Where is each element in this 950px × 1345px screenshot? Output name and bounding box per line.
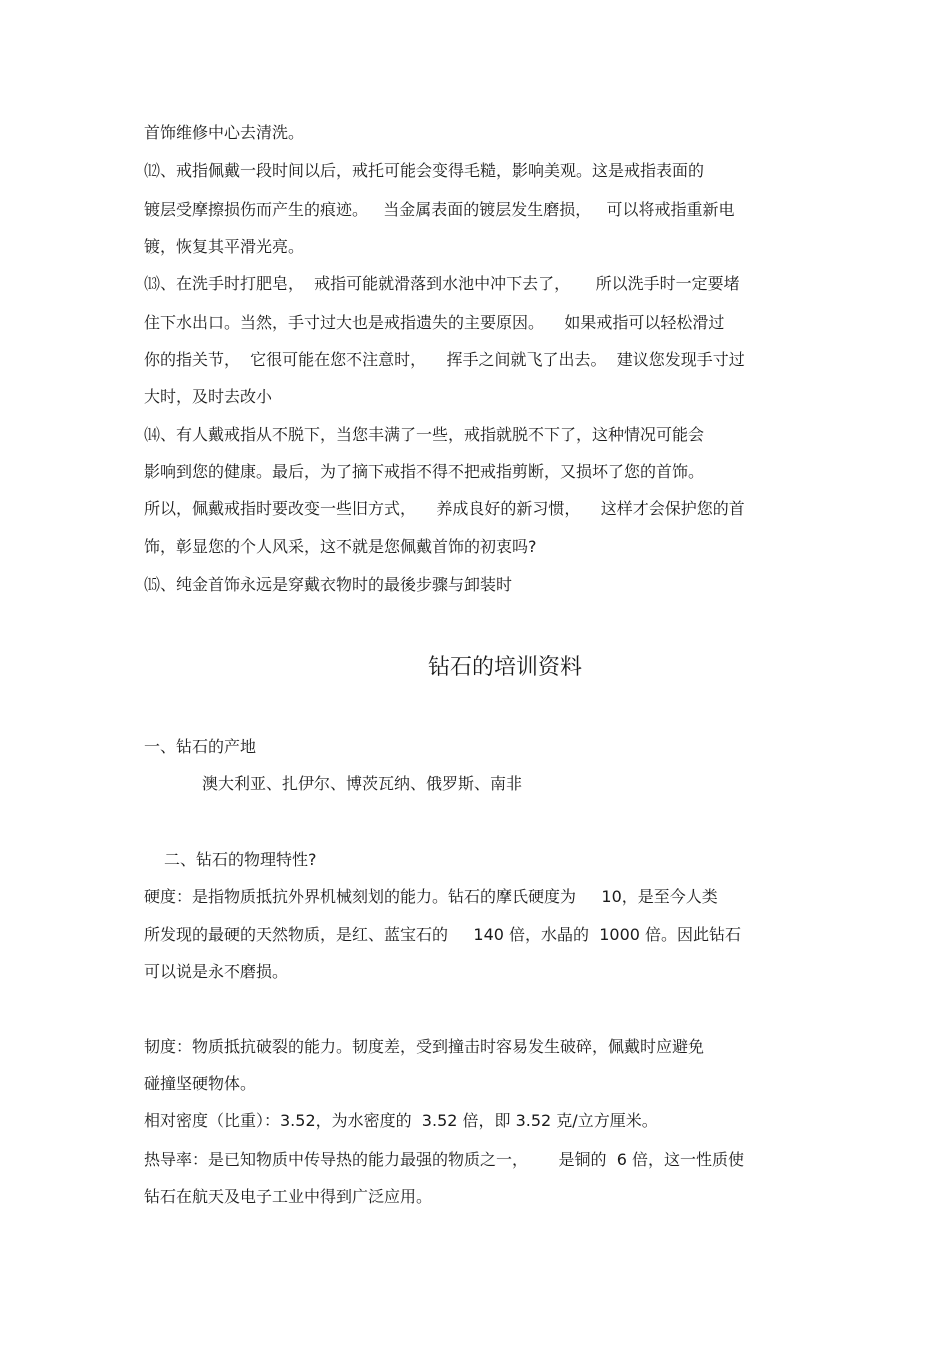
paragraph-line: 首饰维修中心去清洗。	[144, 123, 305, 142]
paragraph-line: ⒀、在洗手时打肥皂， 戒指可能就滑落到水池中冲下去了， 所以洗手时一定要堵	[144, 274, 740, 293]
page-title: 钻石的培训资料	[428, 655, 583, 680]
paragraph-line: 住下水出口。当然，手寸过大也是戒指遗失的主要原因。 如果戒指可以轻松滑过	[144, 313, 725, 332]
section-heading: 二、钻石的物理特性?	[164, 850, 317, 869]
hardness-line: 可以说是永不磨损。	[144, 962, 289, 981]
paragraph-line: ⒂、纯金首饰永远是穿戴衣物时的最後步骤与卸装时	[144, 575, 513, 594]
toughness-line: 韧度：物质抵抗破裂的能力。韧度差，受到撞击时容易发生破碎，佩戴时应避免	[144, 1037, 705, 1056]
paragraph-line: 镀层受摩擦损伤而产生的痕迹。 当金属表面的镀层发生磨损， 可以将戒指重新电	[144, 200, 735, 219]
paragraph-line: 大时，及时去改小	[144, 387, 273, 406]
section-body: 澳大利亚、扎伊尔、博茨瓦纳、俄罗斯、南非	[202, 774, 523, 793]
section-heading: 一、钻石的产地	[144, 737, 257, 756]
paragraph-line: ⒁、有人戴戒指从不脱下，当您丰满了一些，戒指就脱不下了，这种情况可能会	[144, 425, 705, 444]
paragraph-line: 所以，佩戴戒指时要改变一些旧方式， 养成良好的新习惯， 这样才会保护您的首	[144, 499, 745, 518]
paragraph-line: 饰，彰显您的个人风采，这不就是您佩戴首饰的初衷吗?	[144, 537, 537, 556]
thermal-line: 热导率：是已知物质中传导热的能力最强的物质之一， 是铜的 6 倍，这一性质使	[144, 1150, 744, 1169]
toughness-line: 碰撞坚硬物体。	[144, 1074, 257, 1093]
thermal-line: 钻石在航天及电子工业中得到广泛应用。	[144, 1187, 433, 1206]
hardness-line: 所发现的最硬的天然物质，是红、蓝宝石的 140 倍，水晶的 1000 倍。因此钻石	[144, 925, 742, 944]
hardness-line: 硬度：是指物质抵抗外界机械刻划的能力。钻石的摩氏硬度为 10，是至今人类	[144, 887, 718, 906]
paragraph-line: 镀，恢复其平滑光亮。	[144, 237, 305, 256]
paragraph-line: 你的指关节， 它很可能在您不注意时， 挥手之间就飞了出去。 建议您发现手寸过	[144, 350, 745, 369]
density-line: 相对密度（比重）：3.52，为水密度的 3.52 倍，即 3.52 克/立方厘米。	[144, 1111, 658, 1130]
paragraph-line: 影响到您的健康。最后，为了摘下戒指不得不把戒指剪断，又损坏了您的首饰。	[144, 462, 705, 481]
paragraph-line: ⑿、戒指佩戴一段时间以后，戒托可能会变得毛糙，影响美观。这是戒指表面的	[144, 161, 705, 180]
